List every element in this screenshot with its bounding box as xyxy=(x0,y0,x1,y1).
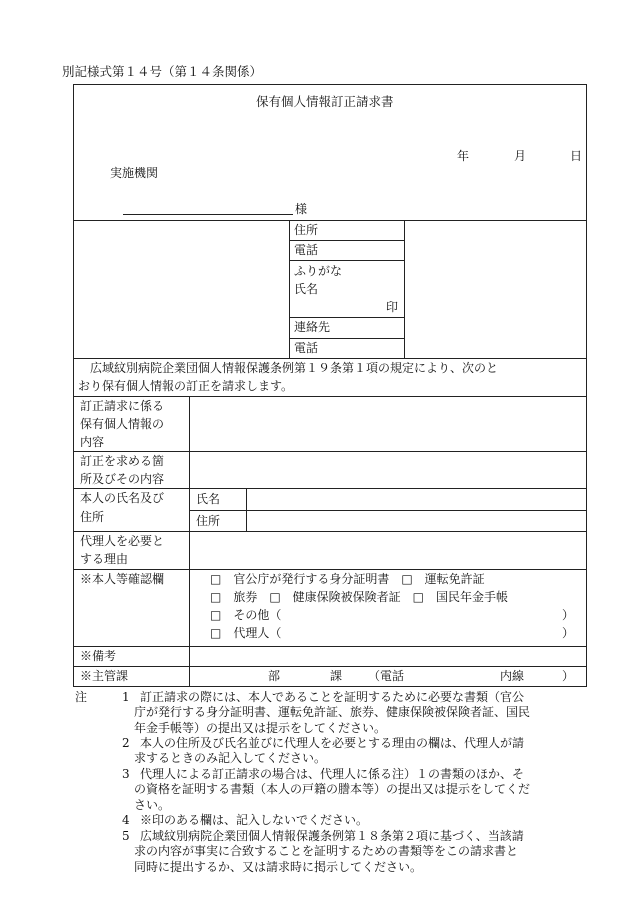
seal-mark: 印 xyxy=(386,300,399,314)
requester-furigana-label: ふりがな xyxy=(294,264,343,278)
principal-name-label: 氏名 xyxy=(196,492,221,506)
note-3-line-1: 代理人による訂正請求の場合は、代理人に係る注）１の書類のほか、そ xyxy=(140,767,525,781)
principal-label-2: 住所 xyxy=(80,510,105,524)
agent-reason-field[interactable] xyxy=(190,532,586,568)
agency-label: 実施機関 xyxy=(110,166,159,180)
note-5-line-3: 同時に提出するか、又は請求時に掲示してください。 xyxy=(134,860,423,874)
note-5-line-2: 求の内容が事実に合致することを証明するための書類等をこの請求書と xyxy=(134,844,519,858)
honorific: 様 xyxy=(295,202,308,216)
request-statement-line2: おり保有個人情報の訂正を請求します。 xyxy=(78,379,294,393)
dept-close: ） xyxy=(562,669,575,683)
note-2-line-2: 求するときのみ記入してください。 xyxy=(134,751,327,765)
note-1-line-1: 訂正請求の際には、本人であることを証明するために必要な書類（官公 xyxy=(140,690,525,704)
dept-ext: 内線 xyxy=(500,669,525,683)
date-month: 月 xyxy=(514,149,527,163)
note-3-line-2: の資格を証明する書類（本人の戸籍の謄本等）の提出又は提示をしてくだ xyxy=(134,782,531,796)
note-5-line-1: 広域紋別病院企業団個人情報保護条例第１８条第２項に基づく、当該請 xyxy=(140,829,524,843)
verification-line-3[interactable]: □ その他（ xyxy=(210,608,282,622)
note-1-num: 1 xyxy=(122,690,130,704)
agent-reason-label-2: する理由 xyxy=(80,552,129,566)
requester-address-label: 住所 xyxy=(294,223,319,237)
note-4-num: 4 xyxy=(122,813,130,827)
correction-label: 訂正を求める箇 xyxy=(80,454,165,468)
dept-bu: 部 xyxy=(268,669,281,683)
verification-line-2[interactable]: □ 旅券 □ 健康保険被保険者証 □ 国民年金手帳 xyxy=(210,590,509,604)
note-4-line-1: ※印のある欄は、記入しないでください。 xyxy=(140,813,369,827)
agent-reason-label: 代理人を必要と xyxy=(80,534,165,548)
principal-name-field[interactable] xyxy=(247,489,586,509)
date-day: 日 xyxy=(570,149,583,163)
close-paren-2: ） xyxy=(562,626,575,640)
info-content-label-3: 内容 xyxy=(80,435,105,449)
principal-address-field[interactable] xyxy=(247,511,586,530)
note-3-num: 3 xyxy=(122,767,130,781)
request-statement-line1: 広域紋別病院企業団個人情報保護条例第１９条第１項の規定により、次のと xyxy=(78,361,499,375)
dept-phone: （電話 xyxy=(368,669,405,683)
agency-name-line[interactable] xyxy=(123,214,293,215)
date-year: 年 xyxy=(457,149,470,163)
dept-label: ※主管課 xyxy=(80,669,129,683)
info-content-label: 訂正請求に係る xyxy=(80,399,165,413)
verification-line-4[interactable]: □ 代理人（ xyxy=(210,626,282,640)
requester-contact-label: 連絡先 xyxy=(294,320,331,334)
note-1-line-3: 年金手帳等）の提出又は提示をしてください。 xyxy=(134,721,387,735)
requester-name-label: 氏名 xyxy=(294,282,319,296)
verification-label: ※本人等確認欄 xyxy=(80,572,165,586)
form-title: 保有個人情報訂正請求書 xyxy=(256,94,394,109)
note-2-num: 2 xyxy=(122,736,130,750)
form-id: 別記様式第１４号（第１４条関係） xyxy=(62,64,263,79)
info-content-label-2: 保有個人情報の xyxy=(80,417,165,431)
note-3-line-3: さい。 xyxy=(134,798,171,812)
principal-label: 本人の氏名及び xyxy=(80,491,165,505)
requester-phone-label: 電話 xyxy=(294,243,319,257)
close-paren-1: ） xyxy=(562,608,575,622)
requester-contact-phone-label: 電話 xyxy=(294,341,319,355)
notes-prefix: 注 xyxy=(75,690,88,704)
principal-address-label: 住所 xyxy=(196,514,221,528)
correction-label-2: 所及びその内容 xyxy=(80,472,165,486)
note-5-num: 5 xyxy=(122,829,130,843)
correction-field[interactable] xyxy=(190,452,586,487)
remarks-label: ※備考 xyxy=(80,649,117,663)
note-2-line-1: 本人の住所及び氏名並びに代理人を必要とする理由の欄は、代理人が請 xyxy=(140,736,525,750)
remarks-field[interactable] xyxy=(190,647,586,665)
verification-line-1[interactable]: □ 官公庁が発行する身分証明書 □ 運転免許証 xyxy=(210,572,485,586)
note-1-line-2: 庁が発行する身分証明書、運転免許証、旅券、健康保険被保険者証、国民 xyxy=(134,705,531,719)
info-content-field[interactable] xyxy=(190,397,586,450)
dept-ka: 課 xyxy=(330,669,343,683)
